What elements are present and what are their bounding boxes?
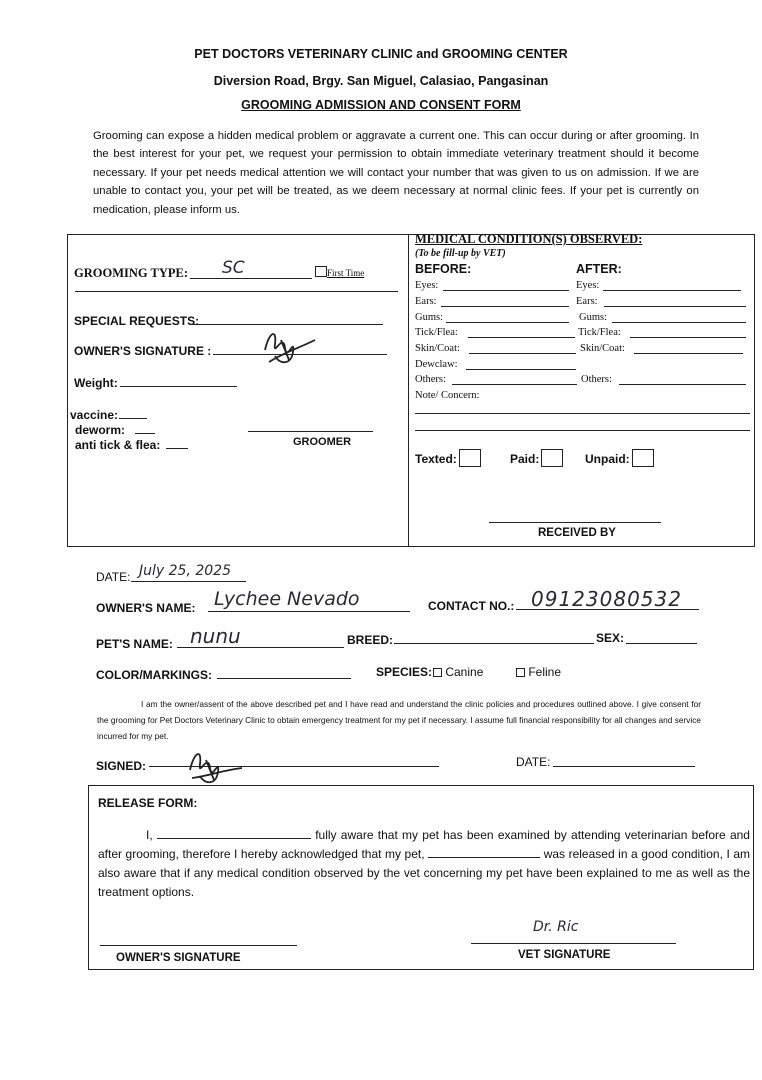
before-gums-label: Gums: — [415, 312, 444, 323]
paid-box[interactable] — [541, 449, 563, 467]
color-markings-line[interactable] — [217, 678, 351, 679]
date-label: DATE: — [96, 570, 131, 584]
first-time-label: First Time — [327, 268, 365, 278]
weight-label: Weight: — [74, 376, 118, 390]
first-time-checkbox[interactable] — [315, 266, 364, 278]
date-value[interactable]: July 25, 2025 — [139, 563, 231, 579]
paid-checkbox[interactable] — [510, 449, 563, 467]
owner-name-label: OWNER'S NAME: — [96, 601, 196, 615]
before-skin-line[interactable] — [469, 353, 576, 354]
grooming-extra-line — [75, 291, 398, 292]
after-gums-line[interactable] — [612, 322, 746, 323]
release-p1: I, — [146, 828, 153, 842]
owner-name-line — [208, 611, 410, 612]
unpaid-checkbox[interactable] — [585, 449, 654, 467]
after-tick-line[interactable] — [630, 337, 746, 338]
pet-name-value[interactable]: nunu — [190, 624, 241, 648]
after-eyes-label: Eyes: — [576, 280, 600, 291]
breed-line[interactable] — [394, 643, 594, 644]
before-eyes-label: Eyes: — [415, 280, 439, 291]
after-others-line[interactable] — [619, 384, 746, 385]
after-ears-label: Ears: — [576, 296, 598, 307]
medical-subtitle: (To be fill-up by VET) — [415, 248, 506, 259]
box-divider — [408, 234, 409, 546]
note-line-2[interactable] — [415, 430, 750, 431]
texted-box[interactable] — [459, 449, 481, 467]
after-ears-line[interactable] — [604, 306, 746, 307]
release-p3: was released in a good condition, I am also aware that if any medical condition observed by the vet concerning my pet have been explained to me as well as the treatment options. — [98, 847, 750, 899]
intro-paragraph: Grooming can expose a hidden medical problem or aggravate a current one. This can occur during or after grooming. In the best interest for your pet, we request your permission to obtain immediate veterinary treatment should it become necessary. If your pet needs medical attention we will contact your number that was given to us on admission. If we are unable to contact you, your pet will be treated, as we deem necessary at normal clinic fees. If your pet is currently on medication, please inform us. — [93, 130, 699, 216]
weight-line[interactable] — [120, 386, 237, 387]
release-paragraph — [98, 826, 750, 902]
release-owner-line[interactable] — [157, 828, 311, 839]
feline-checkbox-icon[interactable] — [516, 668, 525, 677]
groomer-line[interactable] — [248, 431, 373, 432]
before-gums-line[interactable] — [446, 322, 569, 323]
before-dewclaw-line[interactable] — [466, 369, 576, 370]
release-vet-signature-line[interactable] — [471, 943, 676, 944]
grooming-type-line — [190, 278, 312, 279]
before-ears-line[interactable] — [441, 306, 569, 307]
after-others-label: Others: — [581, 374, 612, 385]
sex-label: SEX: — [596, 631, 625, 645]
paid-label: Paid: — [510, 452, 540, 466]
release-vet-signature-label: VET SIGNATURE — [518, 949, 611, 961]
clinic-address: Diversion Road, Brgy. San Miguel, Calasiao, Pangasinan — [213, 74, 549, 88]
owner-signature-scribble — [255, 322, 325, 372]
release-pet-line[interactable] — [428, 847, 540, 858]
grooming-type-value[interactable]: SC — [222, 258, 245, 278]
pet-name-label: PET'S NAME: — [96, 637, 173, 651]
texted-checkbox[interactable] — [415, 449, 481, 467]
signed-signature-scribble — [180, 740, 250, 790]
species-label: SPECIES: — [376, 665, 433, 679]
anti-tick-label: anti tick & flea: — [75, 438, 161, 452]
sex-line[interactable] — [626, 643, 697, 644]
vaccine-label: vaccine: — [70, 408, 119, 422]
owner-name-value[interactable]: Lychee Nevado — [214, 588, 360, 610]
after-eyes-line[interactable] — [603, 290, 741, 291]
contact-label: CONTACT NO.: — [428, 599, 515, 613]
after-tick-label: Tick/Flea: — [578, 327, 621, 338]
breed-label: BREED: — [347, 633, 394, 647]
before-dewclaw-label: Dewclaw: — [415, 359, 458, 370]
contact-value[interactable]: 09123080532 — [531, 587, 682, 611]
canine-label: Canine — [445, 665, 484, 679]
anti-tick-line[interactable] — [166, 448, 188, 449]
after-gums-label: Gums: — [579, 312, 608, 323]
special-requests-label: SPECIAL REQUESTS: — [74, 314, 200, 328]
deworm-line[interactable] — [135, 433, 155, 434]
before-eyes-line[interactable] — [443, 290, 569, 291]
vet-handwriting: Dr. Ric — [533, 919, 579, 935]
form-title: GROOMING ADMISSION AND CONSENT FORM — [241, 98, 521, 112]
unpaid-box[interactable] — [632, 449, 654, 467]
consent-date-label: DATE: — [516, 755, 551, 769]
note-concern-label: Note/ Concern: — [415, 390, 480, 401]
deworm-label: deworm: — [75, 423, 126, 437]
unpaid-label: Unpaid: — [585, 452, 630, 466]
owner-signature-label: OWNER'S SIGNATURE : — [74, 344, 212, 358]
after-label: AFTER: — [576, 262, 622, 276]
signed-label: SIGNED: — [96, 759, 147, 773]
before-others-line[interactable] — [452, 384, 577, 385]
canine-checkbox-icon[interactable] — [433, 668, 442, 677]
received-by-label: RECEIVED BY — [538, 527, 616, 539]
release-p2: fully aware that my pet has been examined by attending veterinarian before and after grooming, therefore I hereby acknowledged that my pet, — [98, 828, 750, 861]
after-skin-label: Skin/Coat: — [580, 343, 625, 354]
received-by-line[interactable] — [489, 522, 661, 523]
release-owner-signature-line[interactable] — [100, 945, 297, 946]
clinic-name: PET DOCTORS VETERINARY CLINIC and GROOMING CENTER — [194, 47, 568, 61]
consent-date-line[interactable] — [553, 766, 695, 767]
before-ears-label: Ears: — [415, 296, 437, 307]
date-line — [131, 581, 246, 582]
texted-label: Texted: — [415, 452, 457, 466]
grooming-type-label: GROOMING TYPE: — [74, 266, 189, 280]
release-title: RELEASE FORM: — [98, 796, 198, 810]
before-label: BEFORE: — [415, 262, 472, 276]
after-skin-line[interactable] — [634, 353, 743, 354]
before-others-label: Others: — [415, 374, 446, 385]
checkbox-icon[interactable] — [315, 266, 327, 277]
before-tick-line[interactable] — [468, 337, 575, 338]
before-tick-label: Tick/Flea: — [415, 327, 458, 338]
canine-option[interactable] — [433, 665, 483, 679]
color-markings-label: COLOR/MARKINGS: — [96, 668, 212, 682]
consent-text: I am the owner/assent of the above described pet and I have read and understand the clinic policies and procedures outlined above. I give consent for the grooming for Pet Doctors Veterinary Clinic to obtain emergency treatment for my pet if necessary. I assume full financial responsibility for all changes and service incurred for my pet. — [97, 699, 701, 741]
before-skin-label: Skin/Coat: — [415, 343, 460, 354]
vaccine-line[interactable] — [119, 418, 147, 419]
feline-label: Feline — [528, 665, 562, 679]
medical-title: MEDICAL CONDITION(S) OBSERVED: — [415, 232, 643, 246]
feline-option[interactable] — [516, 665, 561, 679]
release-owner-signature-label: OWNER'S SIGNATURE — [116, 952, 241, 964]
note-line-1[interactable] — [415, 413, 750, 414]
groomer-label: GROOMER — [293, 436, 352, 448]
